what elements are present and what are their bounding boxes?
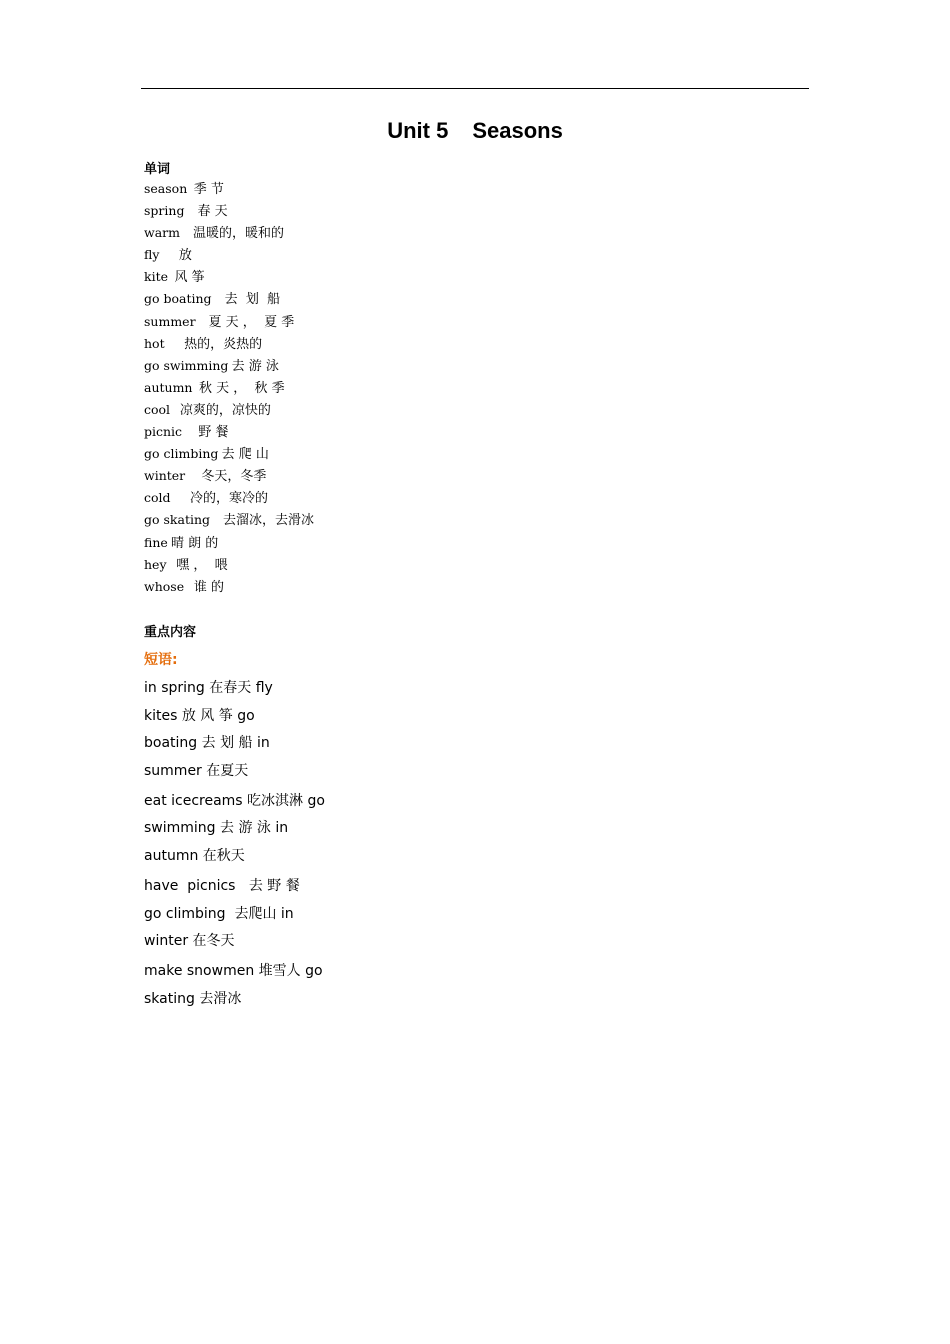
unit-name: Seasons bbox=[472, 118, 563, 143]
vocab-list bbox=[144, 178, 314, 598]
vocab-item: hot 热的，炎热的 bbox=[144, 335, 263, 352]
vocab-item: go climbing 去 爬 山 bbox=[144, 446, 269, 463]
page-title bbox=[0, 118, 950, 144]
vocab-item: whose 谁 的 bbox=[144, 578, 224, 595]
phrase-line: kites 放 风 筝 go bbox=[144, 708, 255, 724]
phrase-line: skating 去滑冰 bbox=[144, 991, 242, 1007]
vocab-item: cool 凉爽的，凉快的 bbox=[144, 401, 271, 418]
phrases-label: 短语: bbox=[144, 652, 178, 668]
phrase-line: winter 在冬天 bbox=[144, 933, 235, 949]
phrase-line: swimming 去 游 泳 in bbox=[144, 820, 289, 836]
vocab-item: winter 冬天，冬季 bbox=[144, 468, 267, 485]
phrase-line: in spring 在春天 fly bbox=[144, 680, 273, 696]
vocab-item: summer 夏 天 ， 夏 季 bbox=[144, 313, 295, 330]
vocab-heading: 单词 bbox=[144, 162, 171, 177]
vocab-item: warm 温暖的，暖和的 bbox=[144, 225, 284, 242]
key-content-heading: 重点内容 bbox=[144, 625, 197, 640]
vocab-item: go swimming 去 游 泳 bbox=[144, 357, 279, 374]
vocab-item: picnic 野 餐 bbox=[144, 424, 229, 441]
vocab-item: go skating 去溜冰，去滑冰 bbox=[144, 512, 315, 529]
vocab-item: cold 冷的，寒冷的 bbox=[144, 490, 269, 507]
phrase-line: have picnics 去 野 餐 bbox=[144, 878, 300, 894]
vocab-item: autumn 秋 天 ， 秋 季 bbox=[144, 379, 285, 396]
phrase-line: summer 在夏天 bbox=[144, 763, 249, 779]
vocab-item: fly 放 bbox=[144, 247, 192, 264]
vocab-item: spring 春 天 bbox=[144, 203, 228, 220]
vocab-item: kite 风 筝 bbox=[144, 269, 205, 286]
vocab-item: season 季 节 bbox=[144, 181, 224, 197]
header-rule bbox=[141, 88, 809, 89]
vocab-item: fine 晴 朗 的 bbox=[144, 534, 219, 551]
vocab-item: go boating 去 划 船 bbox=[144, 291, 281, 308]
phrase-line: go climbing 去爬山 in bbox=[144, 906, 294, 922]
phrase-line: eat icecreams 吃冰淇淋 go bbox=[144, 793, 325, 809]
phrase-line: autumn 在秋天 bbox=[144, 848, 245, 864]
vocab-item: hey 嘿 ， 喂 bbox=[144, 556, 228, 573]
phrase-line: make snowmen 堆雪人 go bbox=[144, 963, 323, 979]
unit-number: Unit 5 bbox=[387, 118, 449, 143]
phrase-line: boating 去 划 船 in bbox=[144, 735, 270, 751]
